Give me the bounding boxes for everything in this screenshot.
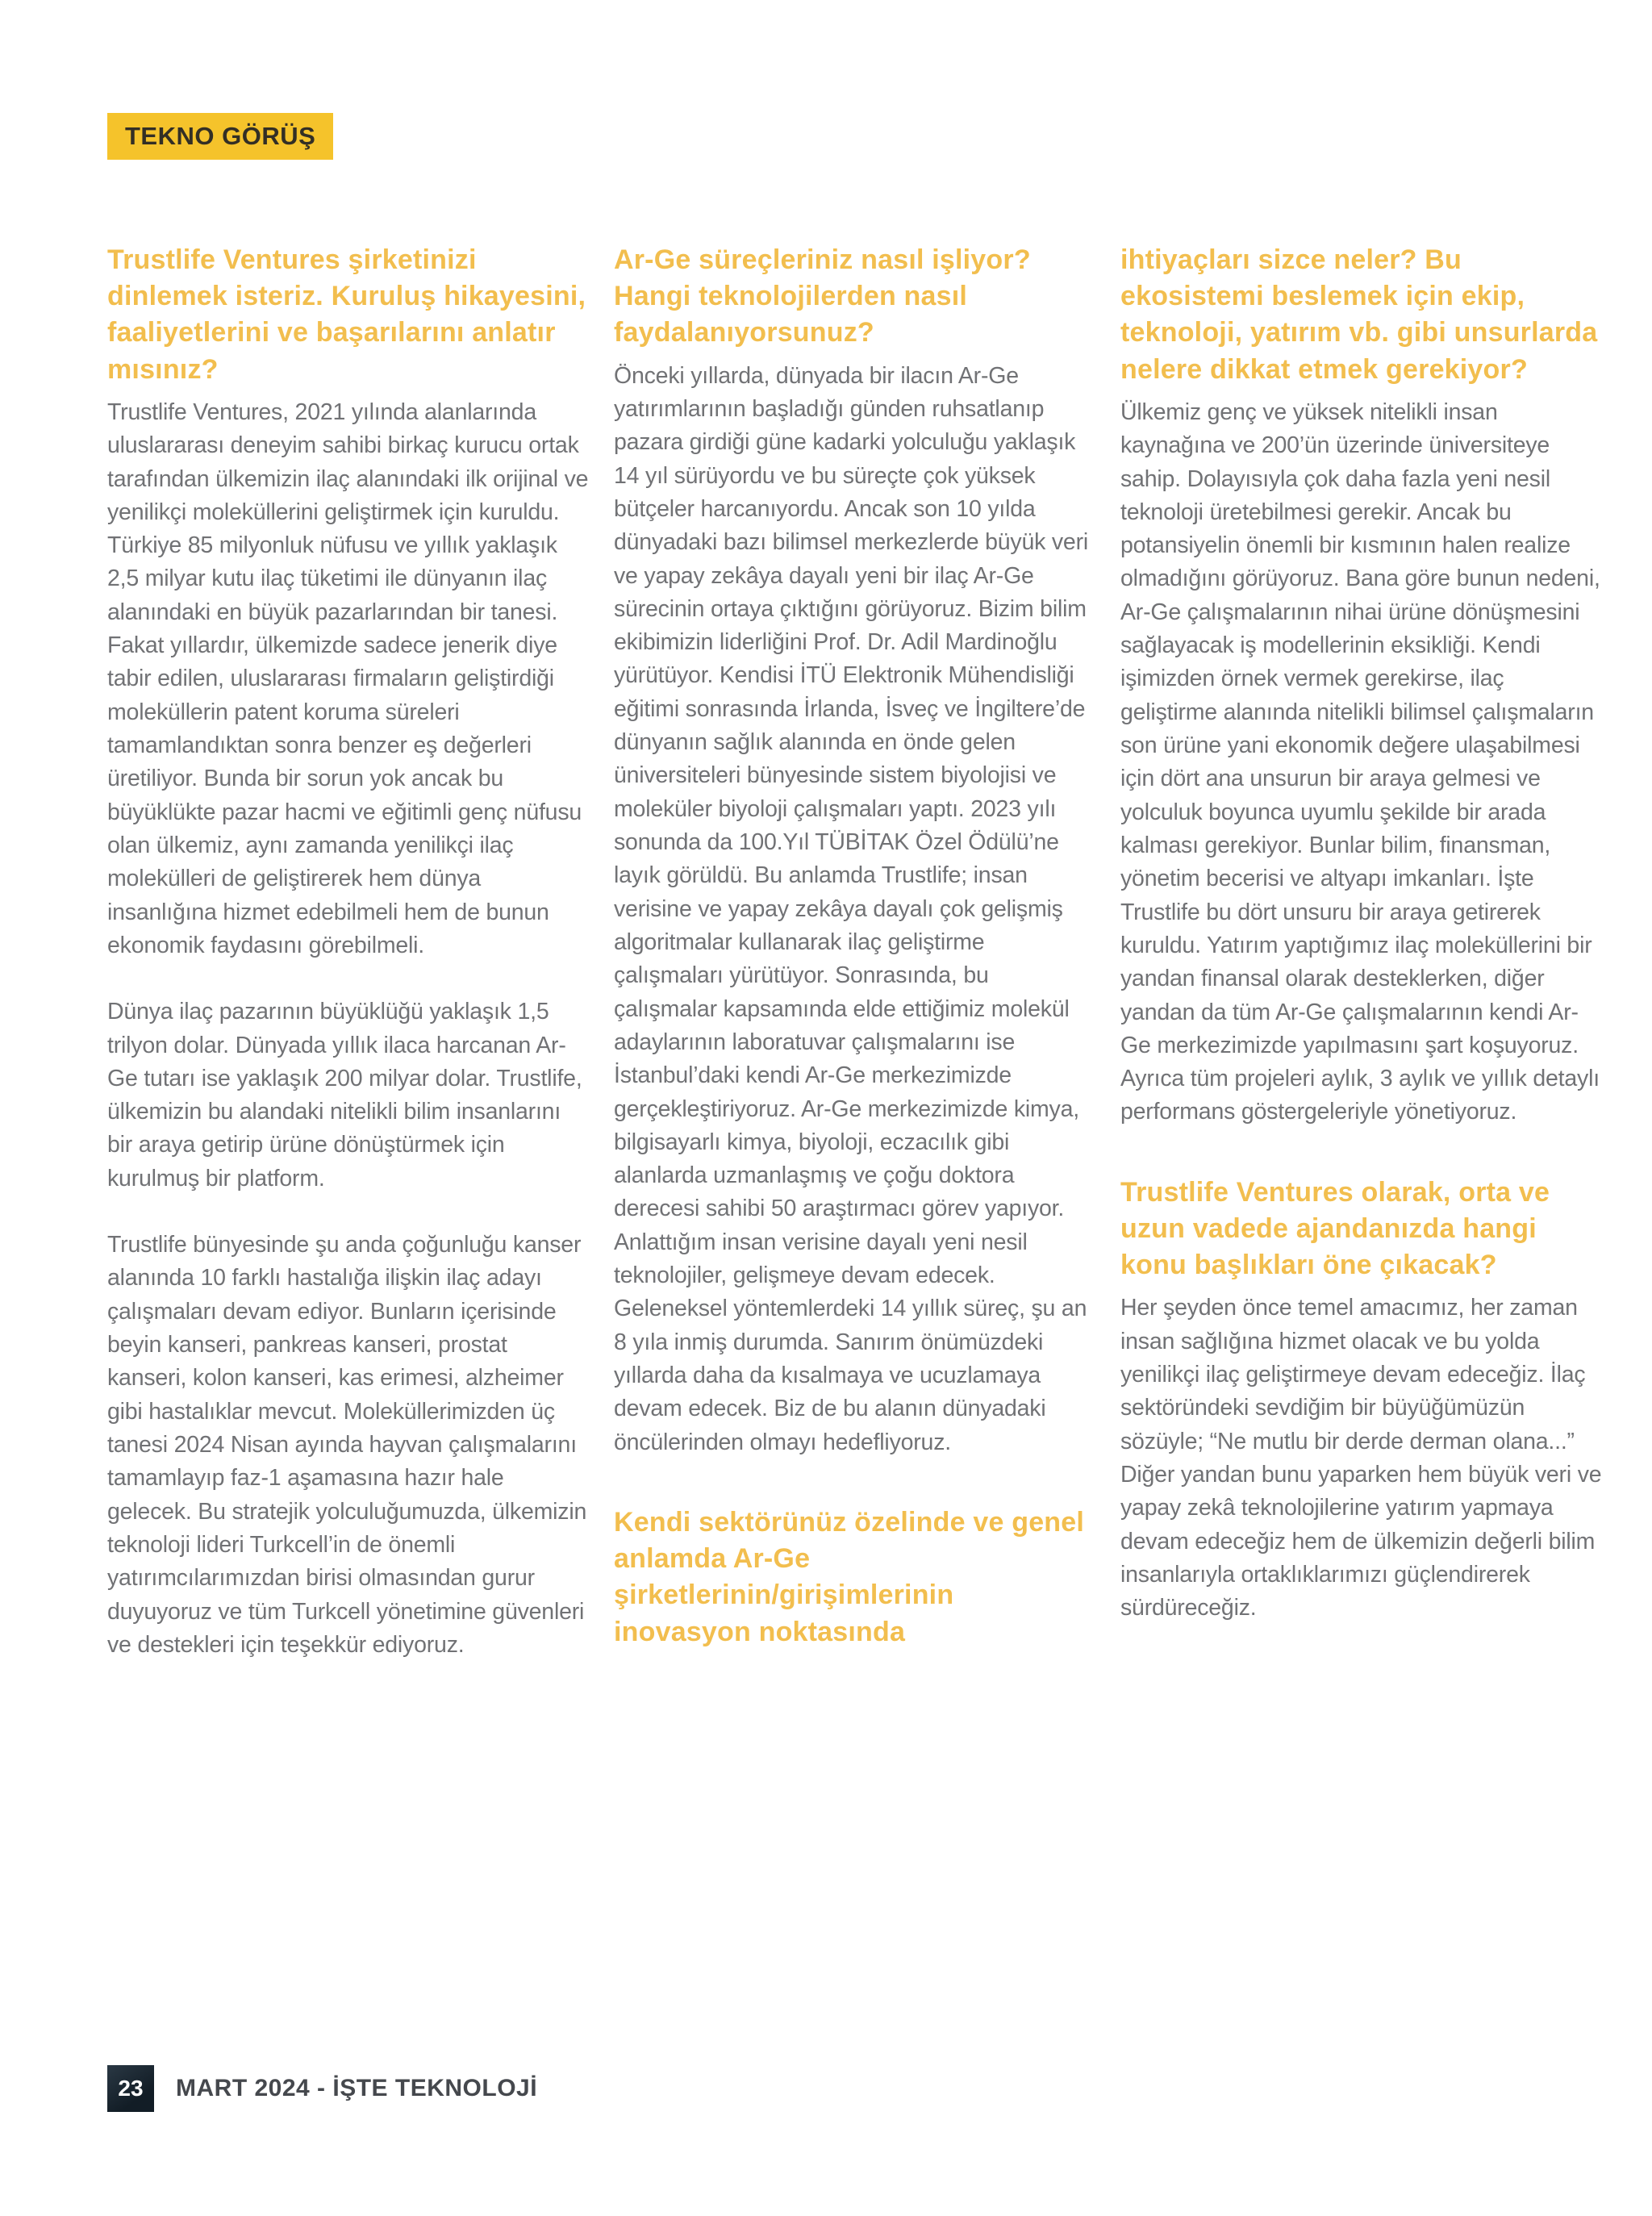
body-paragraph: Trustlife bünyesinde şu anda çoğunluğu kanser alanında 10 farklı hastalığa ilişkin ilaç adayı çalışmaları devam ediyor. Bunların içerisinde beyin kanseri, pankreas kanseri, prostat kanseri, kolon kanseri, kas erimesi, alzheimer gibi hastalıklar mevcut. Moleküllerimizden üç tanesi 2024 Nisan ayında hayvan çalışmalarını tamamlayıp faz-1 aşamasına hazır hale gelecek. Bu stratejik yolculuğumuzda, ülkemizin teknoloji lideri Turkcell’in de önemli yatırımcılarımızdan birisi olmasından gurur duyuyoruz ve tüm Turkcell yönetimine güvenleri ve destekleri için teşekkür ediyoruz. [107, 1232, 587, 1658]
question-heading-3-continued: ihtiyaçları sizce neler? Bu ekosistemi beslemek için ekip, teknoloji, yatırım vb. gibi unsurlarda nelere dikkat etmek gerekiyor? [1120, 244, 1598, 385]
question-heading-4: Trustlife Ventures olarak, orta ve uzun vadede ajandanızda hangi konu başlıkları öne çıkacak? [1120, 1176, 1550, 1281]
question-heading-3: Kendi sektörünüz özelinde ve genel anlamda Ar-Ge şirketlerinin/girişimlerinin inovasyon noktasında [614, 1506, 1085, 1647]
body-paragraph: Dünya ilaç pazarının büyüklüğü yaklaşık 1,5 trilyon dolar. Dünyada yıllık ilaca harcanan Ar-Ge tutarı ise yaklaşık 200 milyar dolar. Trustlife, ülkemizin bu alandaki nitelikli bilim insanlarını bir araya getirip ürüne dönüştürmek için kurulmuş bir platform. [107, 999, 582, 1191]
section-tag: TEKNO GÖRÜŞ [107, 113, 333, 160]
question-heading-1: Trustlife Ventures şirketinizi dinlemek isteriz. Kuruluş hikayesini, faaliyetlerini ve başarılarını anlatır mısınız? [107, 244, 586, 385]
body-paragraph: Trustlife Ventures, 2021 yılında alanlarında uluslararası deneyim sahibi birkaç kurucu ortak tarafından ülkemizin ilaç alanındaki ilk orijinal ve yenilikçi moleküllerini geliştirmek için kuruldu. Türkiye 85 milyonluk nüfusu ve yıllık yaklaşık 2,5 milyar kutu ilaç tüketimi ile dünyanın ilaç alanındaki en büyük pazarlarından bir tanesi. Fakat yıllardır, ülkemizde sadece jenerik diye tabir edilen, uluslararası firmaların geliştirdiği moleküllerin patent koruma süreleri tamamlandıktan sonra benzer eş değerleri üretiliyor. Bunda bir sorun yok ancak bu büyüklükte pazar hacmi ve eğitimli genç nüfusu olan ülkemiz, aynı zamanda yenilikçi ilaç molekülleri de geliştirerek hem dünya insanlığına hizmet edebilmeli hem de bunun ekonomik faydasını görebilmeli. [107, 399, 589, 958]
page-number-badge: 23 [107, 2065, 154, 2112]
body-paragraph: Ülkemiz genç ve yüksek nitelikli insan kaynağına ve 200’ün üzerinde üniversiteye sahip. Dolayısıyla çok daha fazla yeni nesil teknoloji üretebilmesi gerekir. Ancak bu potansiyelin önemli bir kısmının halen realize olmadığını görüyoruz. Bana göre bunun nedeni, Ar-Ge çalışmalarının nihai ürüne dönüşmesini sağlayacak iş modellerinin eksikliği. Kendi işimizden örnek vermek gerekirse, ilaç geliştirme alanında nitelikli bilimsel çalışmaların son ürüne yani ekonomik değere ulaşabilmesi için dört ana unsurun bir araya gelmesi ve yolculuk boyunca uyumlu şekilde bir arada kalması gerekiyor. Bunlar bilim, finansman, yönetim becerisi ve altyapı imkanları. İşte Trustlife bu dört unsuru bir araya getirerek kuruldu. Yatırım yaptığımız ilaç moleküllerini bir yandan finansal olarak desteklerken, diğer yandan da tüm Ar-Ge çalışmalarının kendi Ar-Ge merkezimizde yapılmasını şart koşuyoruz. Ayrıca tüm projeleri aylık, 3 aylık ve yıllık detaylı performans göstergeleriyle yönetiyoruz. [1120, 399, 1600, 1125]
page-footer [107, 2065, 537, 2112]
footer-magazine-title: MART 2024 - İŞTE TEKNOLOJİ [176, 2075, 538, 2101]
article-columns [107, 242, 1604, 1662]
column-1 [107, 242, 590, 1662]
body-paragraph: Önceki yıllarda, dünyada bir ilacın Ar-Ge yatırımlarının başladığı günden ruhsatlanıp pazara girdiği güne kadarki yolculuğu yaklaşık 14 yıl sürüyordu ve bu süreçte çok yüksek bütçeler harcanıyordu. Ancak son 10 yılda dünyadaki bazı bilimsel merkezlerde büyük veri ve yapay zekâya dayalı yeni bir ilaç Ar-Ge sürecinin ortaya çıktığını görüyoruz. Bizim bilim ekibimizin liderliğini Prof. Dr. Adil Mardinoğlu yürütüyor. Kendisi İTÜ Elektronik Mühendisliği eğitimi sonrasında İrlanda, İsveç ve İngiltere’de dünyanın sağlık alanında en önde gelen üniversiteleri bünyesinde sistem biyolojisi ve moleküler biyoloji çalışmaları yaptı. 2023 yılı sonunda da 100.Yıl TÜBİTAK Özel Ödülü’ne layık görüldü. Bu anlamda Trustlife; insan verisine ve yapay zekâya dayalı çok gelişmiş algoritmalar kullanarak ilaç geliştirme çalışmaları yürütüyor. Sonrasında, bu çalışmalar kapsamında elde ettiğimiz molekül adaylarının laboratuvar çalışmalarını ise İstanbul’daki kendi Ar-Ge merkezimizde gerçekleştiriyoruz. Ar-Ge merkezimizde kimya, bilgisayarlı kimya, biyoloji, eczacılık gibi alanlarda uzmanlaşmış ve çoğu doktora derecesi sahibi 50 araştırmacı görev yapıyor. Anlattığım insan verisine dayalı yeni nesil teknolojiler, gelişmeye devam edecek. Geleneksel yöntemlerdeki 14 yıllık süreç, şu an 8 yıla inmiş durumda. Sanırım önümüzdeki yıllarda daha da kısalmaya ve ucuzlamaya devam edecek. Biz de bu alanın dünyadaki öncülerinden olmayı hedefliyoruz. [614, 362, 1088, 1455]
column-2 [614, 242, 1096, 1662]
body-paragraph: Her şeyden önce temel amacımız, her zaman insan sağlığına hizmet olacak ve bu yolda yenilikçi ilaç geliştirmeye devam edeceğiz. İlaç sektöründeki sevdiğim bir büyüğümüzün sözüyle; “Ne mutlu bir derde derman olana...” Diğer yandan bunu yaparken hem büyük veri ve yapay zekâ teknolojilerine yatırım yapmaya devam edeceğiz hem de ülkemizin değerli bilim insanlarıyla ortaklıklarımızı güçlendirerek sürdüreceğiz. [1120, 1295, 1602, 1621]
column-3 [1120, 242, 1603, 1662]
question-heading-2: Ar-Ge süreçleriniz nasıl işliyor? Hangi teknolojilerden nasıl faydalanıyorsunuz? [614, 244, 1031, 348]
